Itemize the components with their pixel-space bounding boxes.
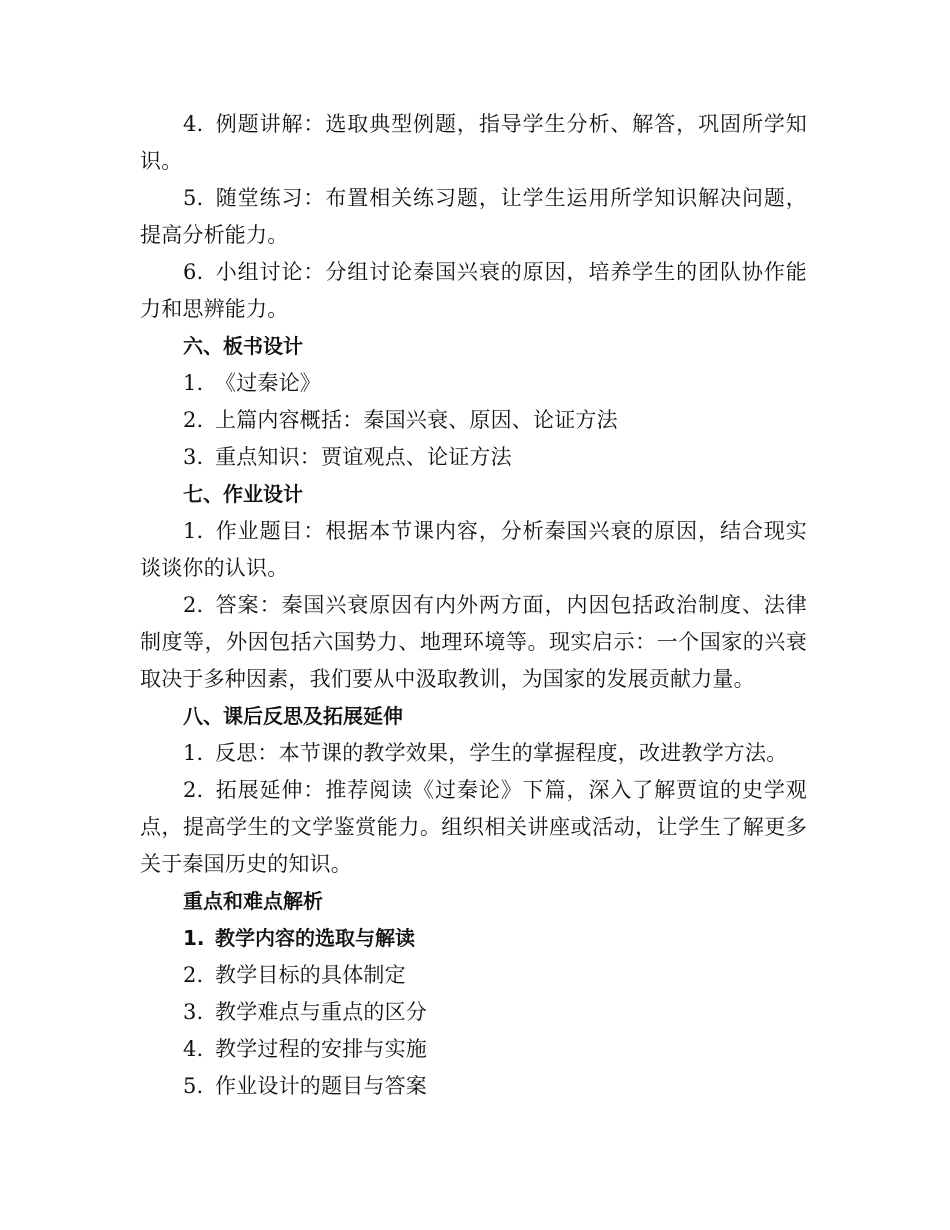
paragraph-text: 教学目标的具体制定 (215, 963, 406, 987)
paragraph-text: 拓展延伸：推荐阅读《过秦论》下篇，深入了解贾谊的史学观点，提高学生的文学鉴赏能力。组织相关讲座或活动，让学生了解更多关于秦国历史的知识。 (140, 778, 807, 876)
paragraph (140, 513, 807, 587)
paragraph (140, 772, 807, 883)
section-heading: 重点和难点解析 (183, 889, 323, 913)
item-number: 1. (183, 741, 204, 765)
paragraph-text: 上篇内容概括：秦国兴衰、原因、论证方法 (215, 408, 618, 432)
item-number: 1. (183, 926, 205, 950)
paragraph (140, 587, 807, 698)
item-number: 5. (183, 1074, 204, 1098)
paragraph-text: 小组讨论：分组讨论秦国兴衰的原因，培养学生的团队协作能力和思辨能力。 (140, 260, 807, 321)
paragraph (140, 402, 807, 439)
item-number: 1. (183, 371, 204, 395)
item-number: 2. (183, 408, 204, 432)
document-page (140, 106, 807, 1105)
paragraph (140, 365, 807, 402)
paragraph-text: 例题讲解：选取典型例题，指导学生分析、解答，巩固所学知识。 (140, 112, 807, 173)
paragraph-text: 《过秦论》 (215, 371, 321, 395)
item-number: 5. (183, 186, 204, 210)
item-number: 2. (183, 963, 204, 987)
paragraph (140, 994, 807, 1031)
paragraph-text: 教学过程的安排与实施 (215, 1037, 427, 1061)
heading-text: 教学内容的选取与解读 (215, 926, 415, 950)
paragraph-text: 作业设计的题目与答案 (215, 1074, 427, 1098)
paragraph-text: 答案：秦国兴衰原因有内外两方面，内因包括政治制度、法律制度等，外因包括六国势力、地理环境等。现实启示：一个国家的兴衰取决于多种因素，我们要从中汲取教训，为国家的发展贡献力量。 (140, 593, 807, 691)
paragraph (140, 180, 807, 254)
paragraph (140, 1031, 807, 1068)
item-number: 4. (183, 112, 204, 136)
item-number: 2. (183, 778, 204, 802)
paragraph-text: 重点知识：贾谊观点、论证方法 (215, 445, 512, 469)
section-heading: 七、作业设计 (183, 482, 303, 506)
paragraph-text: 反思：本节课的教学效果，学生的掌握程度，改进教学方法。 (215, 741, 788, 765)
item-number: 4. (183, 1037, 204, 1061)
item-number: 3. (183, 445, 204, 469)
section-heading: 八、课后反思及拓展延伸 (183, 704, 403, 728)
item-number: 6. (183, 260, 204, 284)
item-number: 1. (183, 519, 204, 543)
paragraph (140, 735, 807, 772)
paragraph-text: 随堂练习：布置相关练习题，让学生运用所学知识解决问题，提高分析能力。 (140, 186, 807, 247)
paragraph (140, 439, 807, 476)
paragraph-text: 作业题目：根据本节课内容，分析秦国兴衰的原因，结合现实谈谈你的认识。 (140, 519, 807, 580)
paragraph (140, 957, 807, 994)
item-number: 3. (183, 1000, 204, 1024)
subsection-heading (140, 920, 807, 957)
item-number: 2. (183, 593, 204, 617)
paragraph (140, 254, 807, 328)
paragraph (140, 1068, 807, 1105)
paragraph-text: 教学难点与重点的区分 (215, 1000, 427, 1024)
paragraph (140, 106, 807, 180)
section-heading: 六、板书设计 (183, 334, 303, 358)
